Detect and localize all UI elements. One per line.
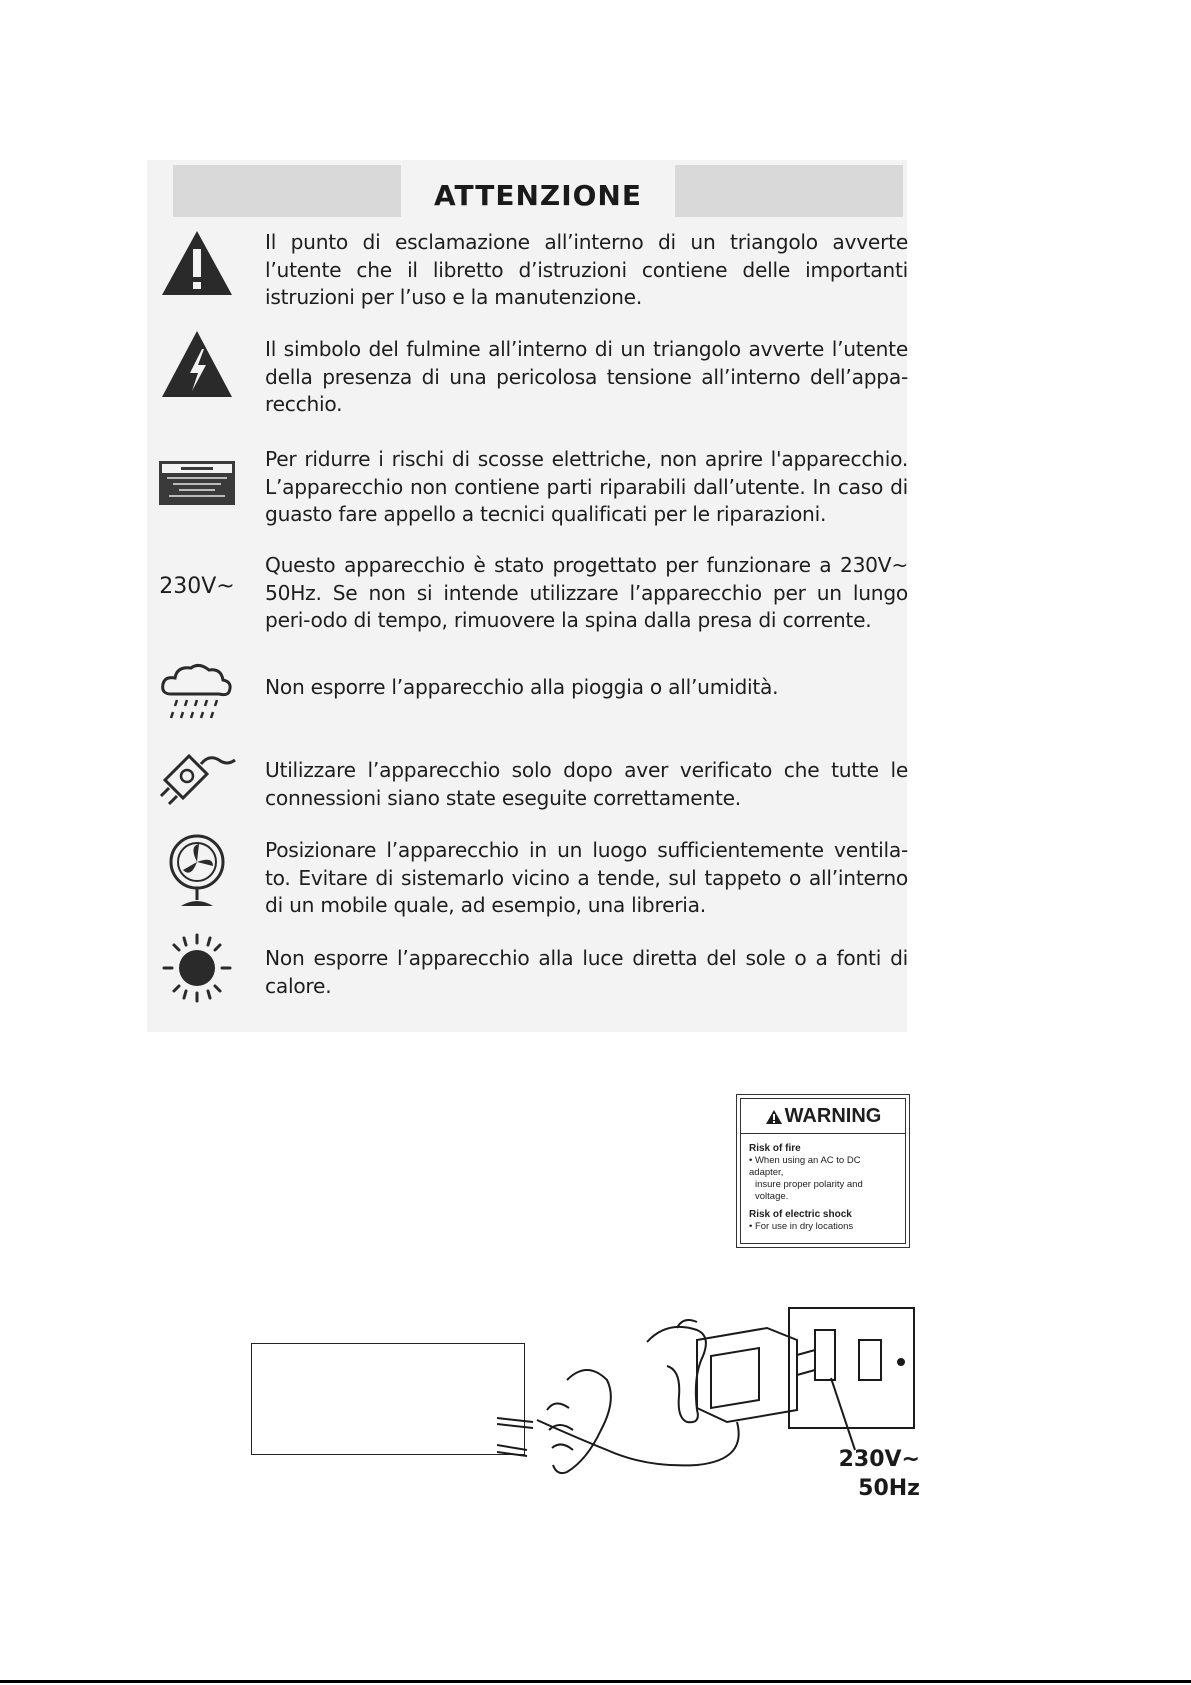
warning-label	[736, 1094, 910, 1248]
header-bar-right	[675, 165, 903, 217]
blank-text-box	[251, 1343, 525, 1455]
warning-fire-line-2: insure proper polarity and voltage.	[755, 1179, 863, 1202]
voltage-label	[152, 570, 242, 602]
item-text-plug: Utilizzare l’apparecchio solo dopo aver verificato che tutte le connessioni siano state eseguite correttamente.	[265, 758, 908, 810]
item-text-caution: Per ridurre i rischi di scosse elettriche, non aprire l'apparecchio. L’apparecchio non contiene parti riparabili dall’utente. In caso di guasto fare appello a tecnici qualificati per le riparazioni.	[265, 447, 908, 527]
illustration-voltage: 230V~	[838, 1447, 920, 1472]
illustration-frequency: 50Hz	[858, 1476, 920, 1501]
lightning-triangle-icon	[152, 328, 242, 400]
item-text-sun: Non esporre l’apparecchio alla luce diretta del sole o a fonti di calore.	[265, 946, 908, 998]
plug-icon	[152, 746, 242, 810]
header-bar-left	[173, 165, 401, 217]
item-text-rain: Non esporre l’apparecchio alla pioggia o all’umidità.	[265, 675, 779, 699]
bottom-rule	[0, 1680, 1191, 1683]
warning-fire-line-1: • When using an AC to DC adapter,	[749, 1155, 861, 1178]
item-text-lightning: Il simbolo del fulmine all’interno di un triangolo avverte l’utente della presenza di una pericolosa tensione all’interno dell’appa-recchio.	[265, 337, 908, 417]
rain-cloud-icon	[152, 660, 242, 724]
voltage-label-text: 230V~	[159, 573, 235, 599]
warning-title	[741, 1105, 905, 1134]
sun-icon	[152, 932, 242, 1004]
fan-icon	[152, 832, 242, 910]
warning-shock-heading: Risk of electric shock	[749, 1209, 852, 1220]
warning-shock-line: • For use in dry locations	[749, 1221, 854, 1232]
item-text-voltage: Questo apparecchio è stato progettato per funzionare a 230V~ 50Hz. Se non si intende utilizzare l’apparecchio per un lungo peri-odo di tempo, rimuovere la spina dalla presa di corrente.	[265, 553, 908, 633]
item-text-fan: Posizionare l’apparecchio in un luogo sufficientemente ventila-to. Evitare di sistemarlo vicino a tende, sul tappeto o all’interno di un mobile quale, ad esempio, una libreria.	[265, 838, 908, 918]
item-text-exclamation: Il punto di esclamazione all’interno di un triangolo avverte l’utente che il libretto d’istruzioni contiene delle importanti istruzioni per l’uso e la manutenzione.	[265, 230, 908, 310]
page-title: ATTENZIONE	[434, 179, 642, 212]
exclamation-triangle-icon	[152, 228, 242, 298]
warning-fire-heading: Risk of fire	[749, 1143, 801, 1154]
warning-triangle-icon	[765, 1109, 783, 1125]
warning-label-inner	[740, 1098, 906, 1244]
warning-title-text: WARNING	[784, 1105, 882, 1127]
caution-label-icon	[152, 460, 242, 506]
